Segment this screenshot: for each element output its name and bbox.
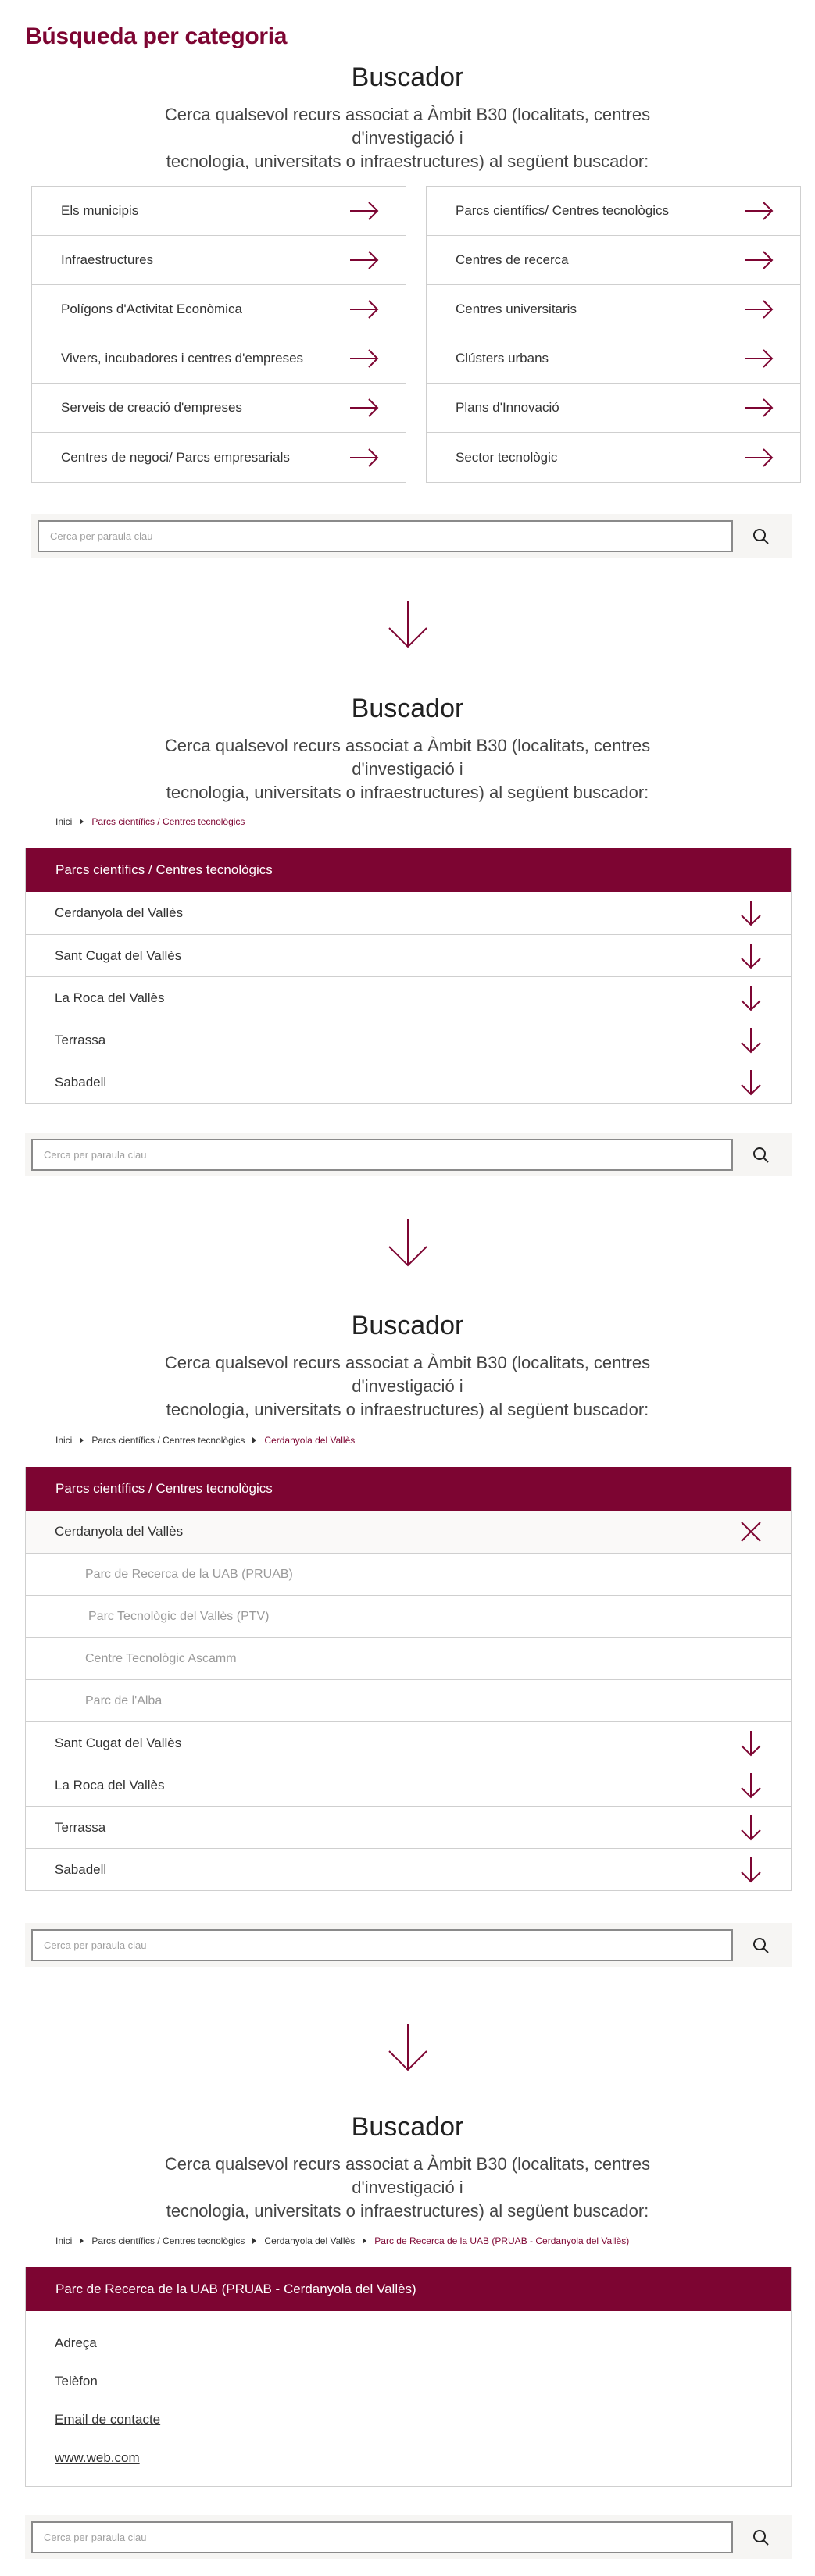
resource-item[interactable]: Parc de l'Alba: [26, 1679, 791, 1721]
arrow-right-icon: [744, 251, 774, 269]
category-accordion: [25, 1467, 792, 1891]
search-button[interactable]: [745, 1139, 777, 1171]
search-bar: [31, 514, 792, 558]
search-button[interactable]: [745, 1929, 777, 1961]
category-clusters[interactable]: [427, 334, 800, 384]
category-parcs-cientifics[interactable]: [427, 187, 800, 236]
buscador-subtitle: [117, 103, 698, 173]
arrow-down-icon: [741, 1814, 761, 1841]
category-vivers[interactable]: [32, 334, 406, 384]
breadcrumb-category[interactable]: Parcs científics / Centres tecnològics: [91, 2235, 245, 2246]
arrow-down-icon: [741, 1730, 761, 1757]
panel-header: Parcs científics / Centres tecnològics: [26, 848, 791, 892]
arrow-right-icon: [349, 398, 379, 417]
breadcrumb-home[interactable]: Inici: [55, 816, 73, 827]
category-label: Els municipis: [61, 203, 139, 218]
category-label: Sector tecnològic: [456, 449, 558, 465]
breadcrumb-municipality[interactable]: Cerdanyola del Vallès: [264, 2235, 356, 2246]
panel-header: Parcs científics / Centres tecnològics: [26, 1467, 791, 1511]
municipality-row[interactable]: [26, 1764, 791, 1806]
arrow-right-icon: [744, 202, 774, 220]
website-link[interactable]: www.web.com: [55, 2449, 140, 2465]
buscador-subtitle-line1: Cerca qualsevol recurs associat a Àmbit B30 (localitats, centres d'investigació i: [164, 105, 651, 148]
step-arrow-down-icon: [388, 2023, 428, 2071]
category-list-right: [426, 186, 801, 483]
category-poligons[interactable]: [32, 285, 406, 334]
breadcrumb-home[interactable]: Inici: [55, 1435, 73, 1446]
municipality-row-expanded[interactable]: [26, 1511, 791, 1553]
resource-item[interactable]: Parc Tecnològic del Vallès (PTV): [26, 1595, 791, 1637]
category-label: Centres de recerca: [456, 252, 569, 267]
resource-detail-panel: [25, 2267, 792, 2487]
breadcrumb-home[interactable]: Inici: [55, 2235, 73, 2246]
search-icon: [752, 1937, 770, 1954]
category-accordion: [25, 848, 792, 1104]
municipality-label: Sabadell: [55, 1861, 107, 1877]
arrow-down-icon: [741, 1857, 761, 1883]
breadcrumb-category[interactable]: Parcs científics / Centres tecnològics: [91, 816, 245, 827]
category-label: Infraestructures: [61, 252, 154, 267]
resource-detail-body: [26, 2311, 791, 2486]
municipality-label: Terrassa: [55, 1819, 106, 1835]
breadcrumb-separator-icon: [80, 1437, 84, 1443]
arrow-right-icon: [349, 300, 379, 319]
search-input[interactable]: [38, 520, 733, 552]
category-plans-innovacio[interactable]: [427, 384, 800, 433]
search-icon: [752, 1147, 770, 1164]
search-bar: [25, 2515, 792, 2559]
buscador-subtitle-line1: Cerca qualsevol recurs associat a Àmbit B30 (localitats, centres d'investigació i: [164, 1353, 651, 1396]
search-input[interactable]: [31, 1139, 733, 1171]
search-button[interactable]: [745, 2521, 777, 2553]
buscador-subtitle-line2: tecnologia, universitats o infraestructures) al següent buscador:: [166, 2201, 649, 2221]
arrow-down-icon: [741, 1027, 761, 1054]
category-label: Plans d'Innovació: [456, 400, 559, 415]
category-label: Clústers urbans: [456, 351, 549, 366]
buscador-title: Buscador: [351, 2112, 464, 2142]
buscador-subtitle: [117, 1351, 698, 1422]
arrow-down-icon: [741, 900, 761, 926]
category-label: Serveis de creació d'empreses: [61, 400, 242, 415]
search-button[interactable]: [745, 520, 777, 552]
category-label: Centres universitaris: [456, 301, 577, 316]
resource-item[interactable]: Centre Tecnològic Ascamm: [26, 1637, 791, 1679]
breadcrumb-category[interactable]: Parcs científics / Centres tecnològics: [91, 1435, 245, 1446]
breadcrumb: [55, 1435, 355, 1446]
buscador-subtitle-line2: tecnologia, universitats o infraestructures) al següent buscador:: [166, 152, 649, 171]
buscador-subtitle: [117, 2153, 698, 2223]
category-centres-universitaris[interactable]: [427, 285, 800, 334]
breadcrumb: [55, 2235, 629, 2246]
category-label: Vivers, incubadores i centres d'empreses: [61, 351, 304, 366]
arrow-down-icon: [741, 943, 761, 969]
municipality-row[interactable]: [26, 934, 791, 976]
arrow-down-icon: [741, 985, 761, 1011]
municipality-row[interactable]: [26, 1061, 791, 1103]
buscador-subtitle-line2: tecnologia, universitats o infraestructures) al següent buscador:: [166, 783, 649, 802]
breadcrumb-resource[interactable]: Parc de Recerca de la UAB (PRUAB - Cerdanyola del Vallès): [374, 2235, 630, 2246]
buscador-subtitle-line1: Cerca qualsevol recurs associat a Àmbit B30 (localitats, centres d'investigació i: [164, 2154, 651, 2197]
arrow-right-icon: [744, 448, 774, 467]
arrow-down-icon: [741, 1069, 761, 1096]
breadcrumb-separator-icon: [80, 2238, 84, 2244]
arrow-right-icon: [744, 349, 774, 368]
address-label: Adreça: [55, 2335, 97, 2350]
breadcrumb-municipality[interactable]: Cerdanyola del Vallès: [264, 1435, 356, 1446]
municipality-label: La Roca del Vallès: [55, 990, 165, 1005]
buscador-subtitle: [117, 734, 698, 805]
breadcrumb-separator-icon: [363, 2238, 366, 2244]
search-icon: [752, 2529, 770, 2546]
category-centres-negoci[interactable]: [32, 433, 406, 482]
breadcrumb-separator-icon: [252, 1437, 256, 1443]
arrow-down-icon: [741, 1772, 761, 1799]
step-arrow-down-icon: [388, 600, 428, 648]
category-municipis[interactable]: [32, 187, 406, 236]
category-label: Centres de negoci/ Parcs empresarials: [61, 449, 290, 465]
arrow-right-icon: [744, 398, 774, 417]
buscador-subtitle-line2: tecnologia, universitats o infraestructures) al següent buscador:: [166, 1400, 649, 1419]
category-sector-tecnologic[interactable]: [427, 433, 800, 482]
buscador-subtitle-line1: Cerca qualsevol recurs associat a Àmbit B30 (localitats, centres d'investigació i: [164, 736, 651, 779]
phone-label: Telèfon: [55, 2373, 98, 2389]
email-link[interactable]: Email de contacte: [55, 2411, 161, 2427]
municipality-label: Cerdanyola del Vallès: [55, 1524, 184, 1539]
panel-header: Parc de Recerca de la UAB (PRUAB - Cerdanyola del Vallès): [26, 2267, 791, 2311]
buscador-title: Buscador: [351, 1311, 464, 1340]
close-icon[interactable]: [741, 1522, 761, 1542]
resource-item[interactable]: Parc de Recerca de la UAB (PRUAB): [26, 1553, 791, 1595]
municipality-row[interactable]: [26, 1848, 791, 1890]
breadcrumb-separator-icon: [80, 819, 84, 825]
municipality-row[interactable]: [26, 892, 791, 934]
municipality-row[interactable]: [26, 1806, 791, 1848]
category-label: Polígons d'Activitat Econòmica: [61, 301, 242, 316]
category-infraestructures[interactable]: [32, 236, 406, 285]
municipality-row[interactable]: [26, 1019, 791, 1061]
category-label: Parcs científics/ Centres tecnològics: [456, 203, 670, 218]
arrow-right-icon: [349, 202, 379, 220]
municipality-label: Sant Cugat del Vallès: [55, 947, 182, 963]
category-list-left: [31, 186, 406, 483]
buscador-title: Buscador: [351, 694, 464, 723]
arrow-right-icon: [744, 300, 774, 319]
arrow-right-icon: [349, 448, 379, 467]
search-icon: [752, 528, 770, 545]
municipality-row[interactable]: [26, 1721, 791, 1764]
municipality-label: Cerdanyola del Vallès: [55, 905, 184, 920]
buscador-title: Buscador: [351, 62, 464, 92]
arrow-right-icon: [349, 251, 379, 269]
search-input[interactable]: [31, 2521, 733, 2553]
category-centres-recerca[interactable]: [427, 236, 800, 285]
search-bar: [25, 1133, 792, 1176]
municipality-label: Sabadell: [55, 1074, 107, 1090]
search-input[interactable]: [31, 1929, 733, 1961]
breadcrumb-separator-icon: [252, 2238, 256, 2244]
breadcrumb: [55, 816, 245, 827]
arrow-right-icon: [349, 349, 379, 368]
step-arrow-down-icon: [388, 1218, 428, 1267]
municipality-row[interactable]: [26, 976, 791, 1019]
municipality-label: La Roca del Vallès: [55, 1777, 165, 1793]
municipality-label: Sant Cugat del Vallès: [55, 1735, 182, 1750]
category-serveis[interactable]: [32, 384, 406, 433]
municipality-label: Terrassa: [55, 1032, 106, 1047]
page-title: Búsqueda per categoria: [25, 23, 288, 49]
search-bar: [25, 1923, 792, 1967]
